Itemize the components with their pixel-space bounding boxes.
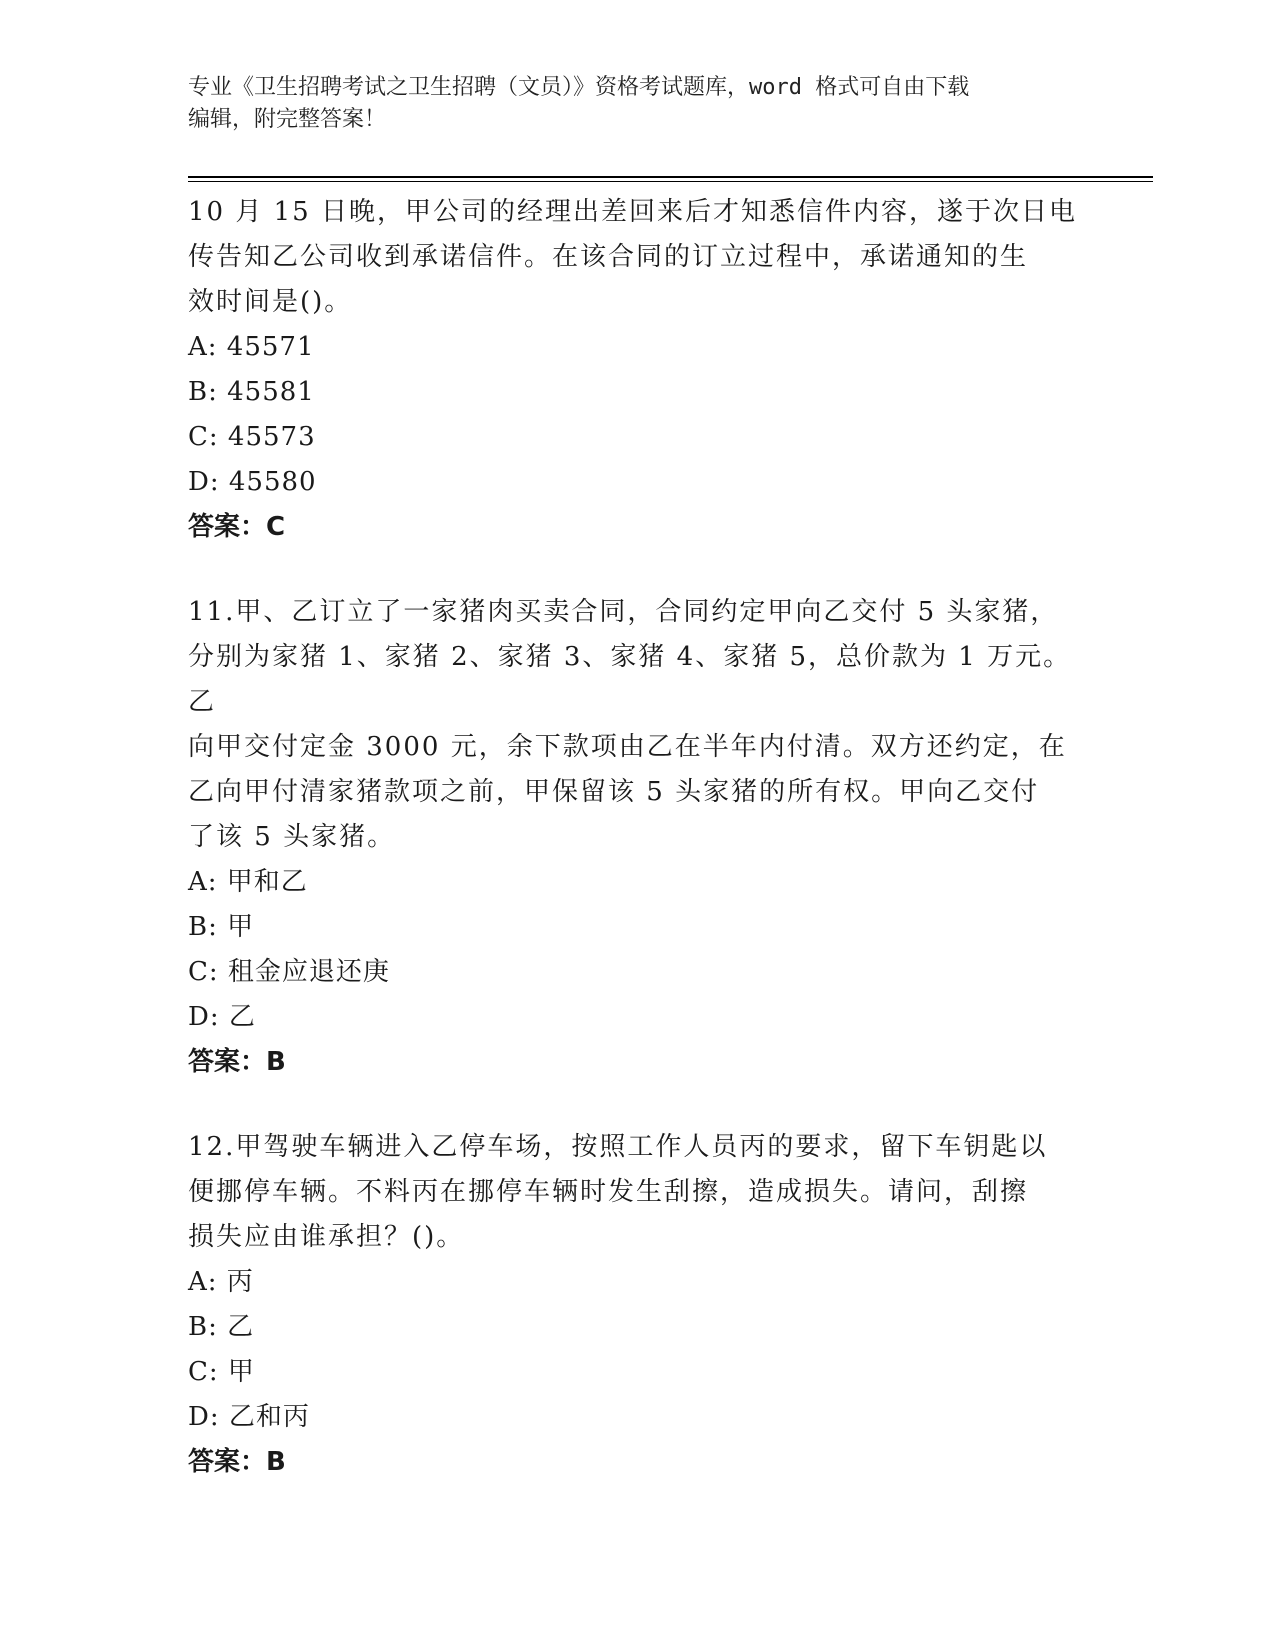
question-text-line: 乙向甲付清家猪款项之前，甲保留该 5 头家猪的所有权。甲向乙交付 [188,777,1040,807]
question-text-line: 分别为家猪 1、家猪 2、家猪 3、家猪 4、家猪 5，总价款为 1 万元。乙 [188,642,1072,717]
option-b: B: 甲 [188,912,255,942]
question-spacer [188,550,1088,590]
question-text-line: 便挪停车辆。不料丙在挪停车辆时发生刮擦，造成损失。请问，刮擦 [188,1177,1029,1207]
question-text-line: 10 月 15 日晚，甲公司的经理出差回来后才知悉信件内容，遂于次日电 [188,197,1077,227]
question-text-line: 11.甲、乙订立了一家猪肉买卖合同，合同约定甲向乙交付 5 头家猪， [188,597,1059,627]
question-text-line: 损失应由谁承担？()。 [188,1222,465,1252]
header-line-1: 专业《卫生招聘考试之卫生招聘（文员）》资格考试题库，word 格式可自由下载 [188,75,970,100]
question-item [188,1125,1088,1485]
question-list [188,190,1088,1485]
option-c: C: 45573 [188,422,316,452]
question-text-line: 12.甲驾驶车辆进入乙停车场，按照工作人员丙的要求，留下车钥匙以 [188,1132,1048,1162]
option-d: D: 乙和丙 [188,1402,310,1432]
option-d: D: 乙 [188,1002,256,1032]
question-item [188,190,1088,550]
header-divider-thick [188,176,1153,178]
question-item [188,590,1088,1085]
answer-line: 答案：B [188,1047,286,1077]
header-line-2: 编辑，附完整答案！ [188,107,387,132]
option-d: D: 45580 [188,467,317,497]
option-c: C: 甲 [188,1357,255,1387]
option-a: A: 甲和乙 [188,867,308,897]
option-b: B: 乙 [188,1312,255,1342]
question-text-line: 效时间是()。 [188,287,353,317]
question-text-line: 了该 5 头家猪。 [188,822,396,852]
answer-line: 答案：C [188,512,286,542]
option-c: C: 租金应退还庚 [188,957,390,987]
option-a: A: 45571 [188,332,315,362]
answer-line: 答案：B [188,1447,286,1477]
option-a: A: 丙 [188,1267,254,1297]
question-spacer [188,1085,1088,1125]
question-text-line: 向甲交付定金 3000 元，余下款项由乙在半年内付清。双方还约定，在 [188,732,1067,762]
document-header [188,72,1068,136]
question-text-line: 传告知乙公司收到承诺信件。在该合同的订立过程中，承诺通知的生 [188,242,1029,272]
option-b: B: 45581 [188,377,315,407]
header-divider-thin [188,181,1153,182]
